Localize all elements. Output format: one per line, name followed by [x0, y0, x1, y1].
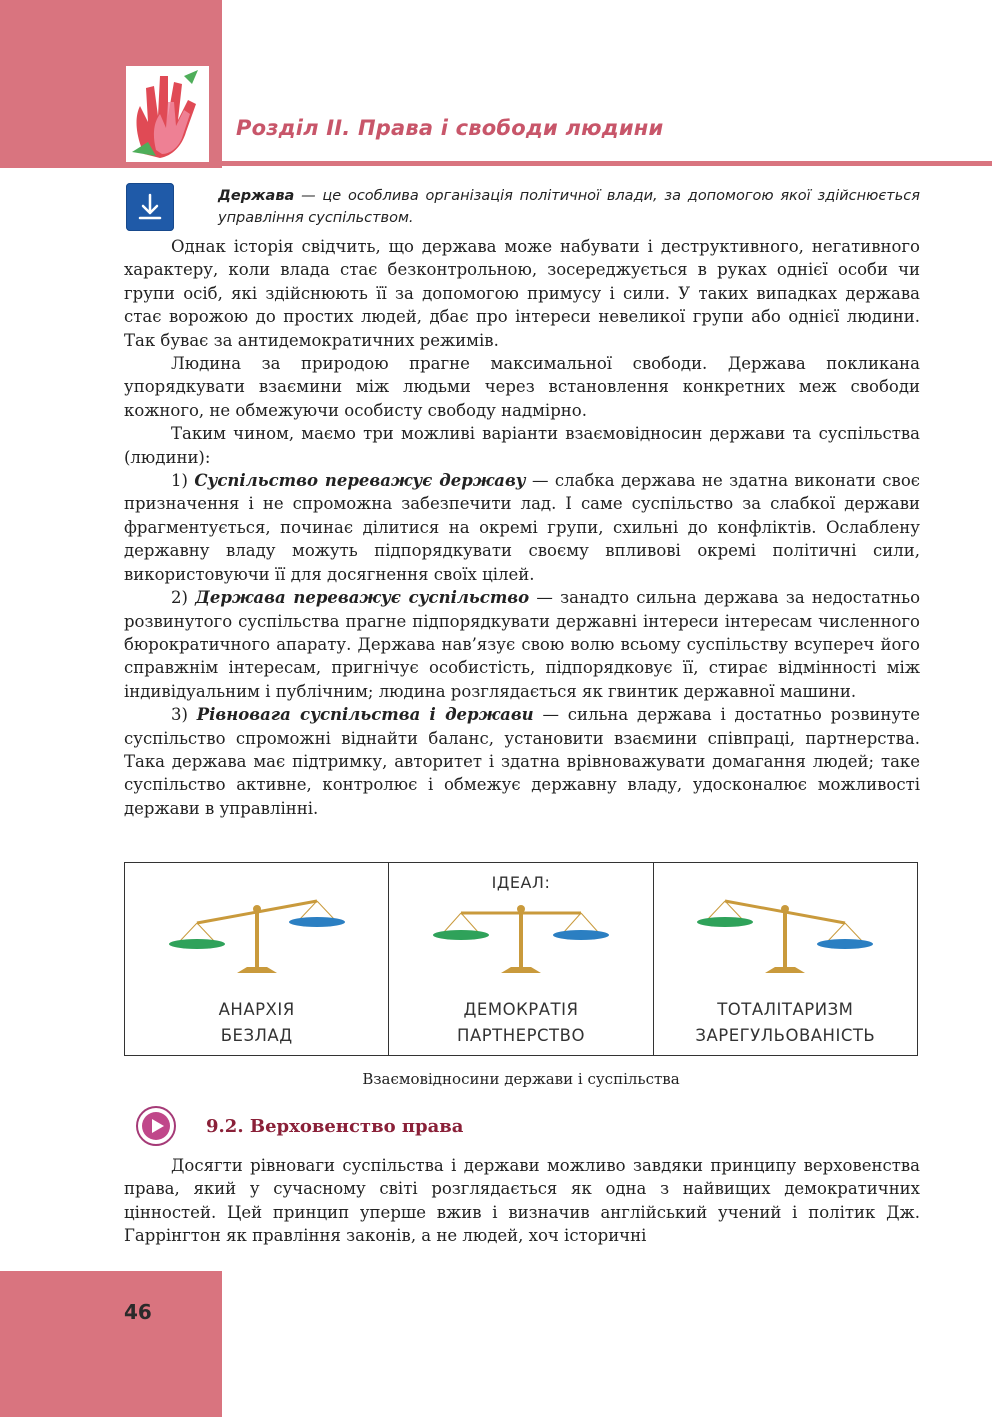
variant-text: — слабка держава не здатна виконати своє призначення і не спроможна забезпечити лад. І саме суспільство за слабкої держави фрагментується, починає ділитися на окремі групи, схильні до конфліктів. Ослаблену державну владу можуть підпорядкувати своєму впливові окремі політичні сили, використовуючи її для досягнення своїх цілей.: [124, 471, 921, 584]
society-pan: [697, 917, 753, 927]
state-pan: [553, 930, 609, 940]
panel-label-2: ЗАРЕГУЛЬОВАНІСТЬ: [695, 1026, 876, 1045]
paragraph: Таким чином, маємо три можливі варіанти взаємовідносин держави та суспільства (людини):: [124, 424, 920, 467]
figure-panel-anarchy: [125, 863, 389, 1055]
hand-icon: [126, 66, 209, 162]
footer-color-tab: [0, 1271, 222, 1417]
panel-label-2: БЕЗЛАД: [220, 1026, 293, 1045]
society-pan: [169, 939, 225, 949]
figure-panel-democracy: [389, 863, 653, 1055]
panel-label-1: ДЕМОКРАТІЯ: [463, 1000, 579, 1019]
state-pan: [289, 917, 345, 927]
variant-number: 3): [171, 705, 188, 725]
ideal-label: ІДЕАЛ:: [491, 873, 551, 892]
scales-icon: [426, 899, 616, 979]
scales-icon: [162, 899, 352, 979]
variant-term: Рівновага суспільства і держави: [196, 705, 534, 725]
definition-term: Держава: [218, 188, 295, 204]
variant-term: Держава переважує суспільство: [195, 588, 530, 608]
download-icon: [126, 183, 174, 231]
variant-number: 2): [171, 588, 188, 608]
definition-block: [218, 185, 920, 229]
panel-label-1: АНАРХІЯ: [218, 1000, 295, 1019]
variant-1: [124, 469, 920, 586]
variant-3: [124, 703, 920, 820]
variant-2: [124, 586, 920, 703]
panel-label-2: ПАРТНЕРСТВО: [457, 1026, 585, 1045]
variant-text: — занадто сильна держава за недостатньо розвинутого суспільства прагне підпорядкувати державні інтереси інтересам численного бюрократичного апарату. Держава нав’язує свою волю всьому суспільству всупереч його справжнім інтересам, пригнічує особистість, підпорядковує її, стирає відмінності між індивідуальним і публічним; людина розглядається як гвинтик державної машини.: [124, 588, 921, 701]
society-pan: [433, 930, 489, 940]
header-rule: [222, 161, 992, 166]
play-icon: [136, 1106, 176, 1146]
chapter-title: Розділ ІІ. Права і свободи людини: [236, 116, 664, 140]
scales-figure: [124, 862, 918, 1056]
variant-term: Суспільство переважує державу: [194, 471, 526, 491]
panel-label-1: ТОТАЛІТАРИЗМ: [717, 1000, 854, 1019]
paragraph: Однак історія свідчить, що держава може набувати і деструктивного, негативного характеру, коли влада стає безконтрольною, зосереджується в руках однієї особи чи групи осіб, які здійснюють її за допомогою примусу і сили. У таких випадках держава стає ворожою до простих людей, дбає про інтереси невеликої групи або однієї людини. Так буває за антидемократичних режимів.: [124, 237, 920, 350]
state-pan: [817, 939, 873, 949]
figure-caption: Взаємовідносини держави і суспільства: [362, 1070, 680, 1088]
paragraph: Людина за природою прагне максимальної свободи. Держава покликана упорядкувати взаємини між людьми через встановлення конкретних меж свободи кожного, не обмежуючи особисту свободу надмірно.: [124, 354, 920, 420]
page-number: 46: [124, 1300, 152, 1324]
scales-icon: [690, 899, 880, 979]
definition-text: — це особлива організація політичної влади, за допомогою якої здійснюється управління суспільством.: [218, 188, 920, 226]
variant-number: 1): [171, 471, 188, 491]
section-text: [124, 1154, 920, 1248]
main-text: [124, 235, 920, 820]
figure-panel-totalitarianism: [654, 863, 917, 1055]
paragraph: Досягти рівноваги суспільства і держави можливо завдяки принципу верховенства права, який у сучасному світі розглядається як одна з найвищих демократичних цінностей. Цей принцип уперше вжив і визначив англійський учений і політик Дж. Гаррінгтон як правління законів, а не людей, хоч історичні: [124, 1156, 920, 1246]
section-title: 9.2. Верховенство права: [206, 1116, 464, 1137]
variant-text: — сильна держава і достатньо розвинуте суспільство спроможні віднайти баланс, установити взаємини співпраці, партнерства. Така держава має підтримку, авторитет і здатна врівноважувати домагання людей; таке суспільство активне, контролює і обмежує державну владу, удосконалює можливості держави в управлінні.: [124, 705, 921, 818]
